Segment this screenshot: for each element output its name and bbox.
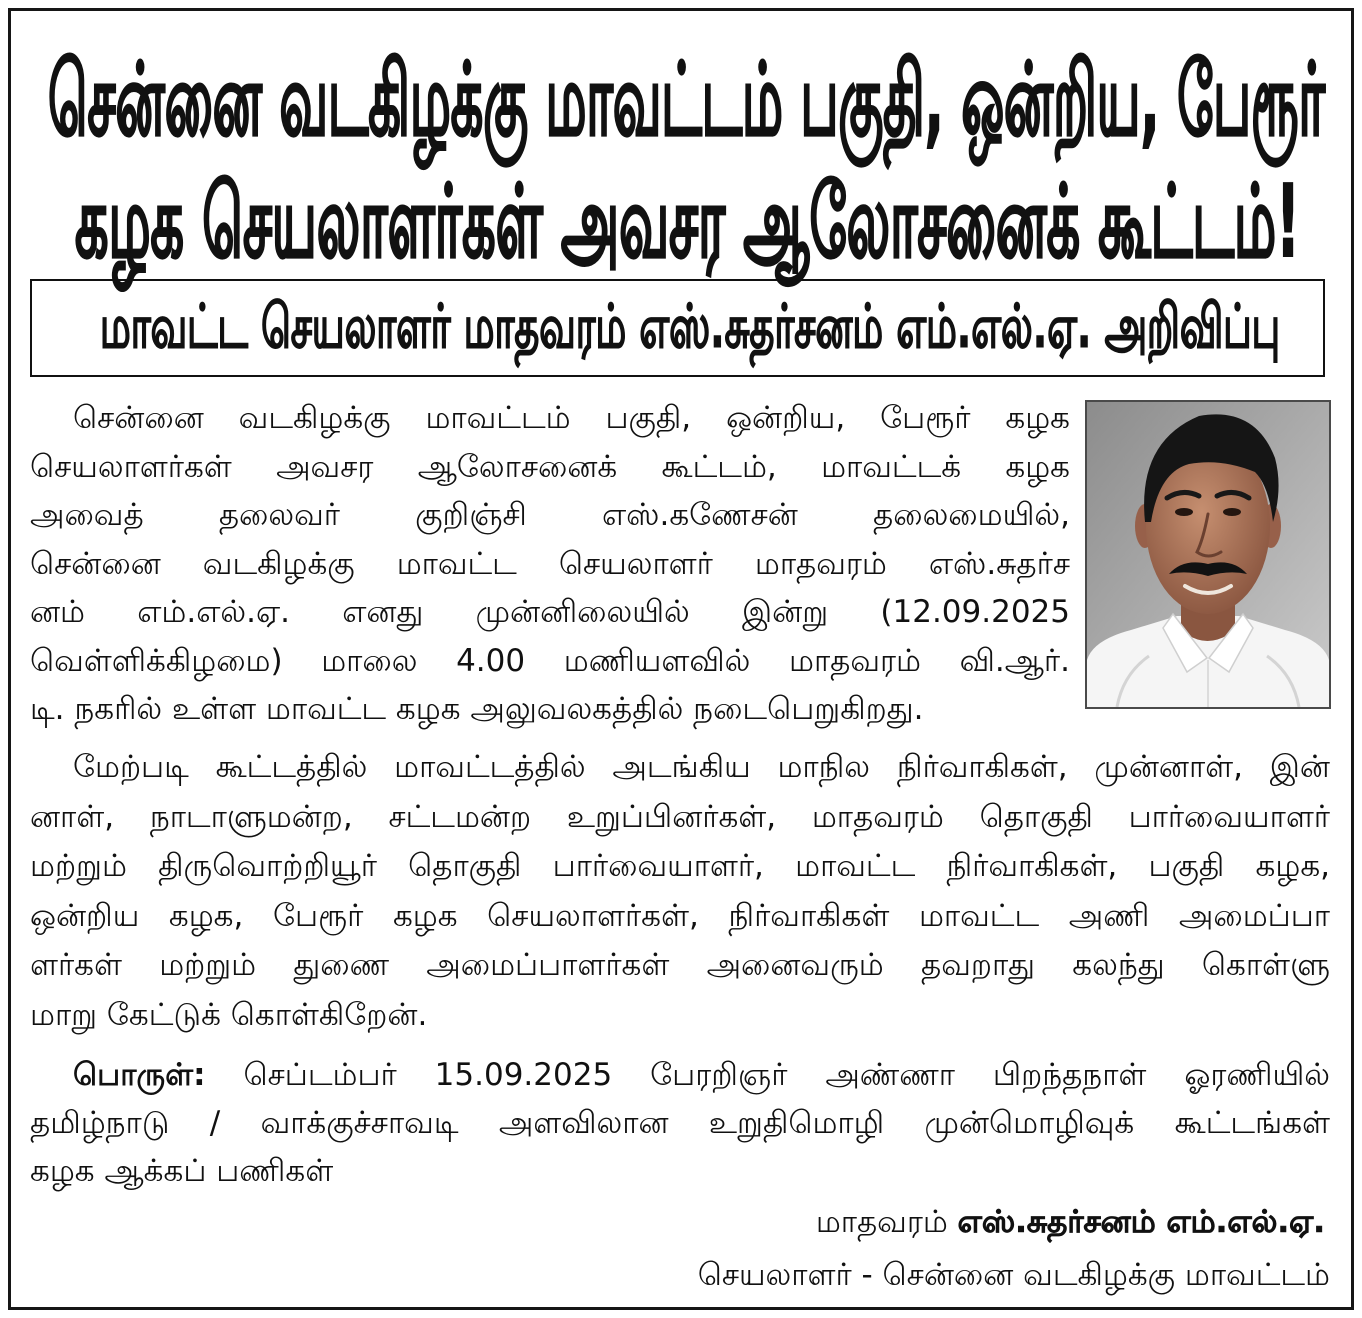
- paragraph-line: வெள்ளிக்கிழமை) மாலை 4.00 மணியளவில் மாதவரம் வி.ஆர்.: [30, 642, 1070, 679]
- signature-place: மாதவரம்: [815, 1204, 948, 1240]
- subheading-box: [30, 279, 1325, 377]
- headline-line-1-text: சென்னை வடகிழக்கு மாவட்டம் பகுதி, ஒன்றிய, பேரூர்: [48, 41, 1325, 158]
- paragraph-line: கழக ஆக்கப் பணிகள்: [30, 1153, 334, 1189]
- paragraph-line: ளர்கள் மற்றும் துணை அமைப்பாளர்கள் அனைவரும் தவறாது கலந்து கொள்ளு: [30, 947, 1330, 983]
- paragraph-line: மற்றும் திருவொற்றியூர் தொகுதி பார்வையாளர், மாவட்ட நிர்வாகிகள், பகுதி கழக,: [30, 848, 1330, 884]
- subject-text: செப்டம்பர் 15.09.2025 பேரறிஞர் அண்ணா பிறந்தநாள் ஓரணியில்: [243, 1057, 1330, 1093]
- headline-line-1: [48, 41, 1325, 158]
- signature-designation: செயலாளர் - சென்னை வடகிழக்கு மாவட்டம்: [697, 1257, 1330, 1293]
- portrait-image: [1087, 402, 1329, 707]
- paragraph-line: டி. நகரில் உள்ள மாவட்ட கழக அலுவலகத்தில் நடைபெறுகிறது.: [30, 691, 924, 727]
- headline-line-2-text: கழக செயலாளர்கள் அவசர ஆலோசனைக் கூட்டம்!: [75, 163, 1300, 280]
- subject-line: [30, 1051, 1330, 1099]
- paragraph-line: மேற்படி கூட்டத்தில் மாவட்டத்தில் அடங்கிய மாநில நிர்வாகிகள், முன்னாள், இன்: [73, 749, 1330, 785]
- portrait-photo: [1085, 400, 1331, 709]
- paragraph-subject: [30, 1051, 1330, 1195]
- paragraph-line: சென்னை வடகிழக்கு மாவட்டம் பகுதி, ஒன்றிய, பேரூர் கழக: [73, 400, 1070, 436]
- subject-label: பொருள்:: [73, 1057, 206, 1093]
- paragraph-line: சென்னை வடகிழக்கு மாவட்ட செயலாளர் மாதவரம் எஸ்.சுதர்ச: [30, 545, 1070, 582]
- paragraph-line: னம் எம்.எல்.ஏ. எனது முன்னிலையில் இன்று (12.09.2025: [30, 594, 1070, 630]
- paragraph-line: தமிழ்நாடு / வாக்குச்சாவடி அளவிலான உறுதிமொழி முன்மொழிவுக் கூட்டங்கள்: [30, 1105, 1330, 1141]
- signature-name: எஸ்.சுதர்சனம் எம்.எல்.ஏ.: [957, 1204, 1325, 1240]
- paragraph-line: செயலாளர்கள் அவசர ஆலோசனைக் கூட்டம், மாவட்டக் கழக: [30, 448, 1070, 485]
- subheading: [100, 281, 1280, 374]
- paragraph-invitees: [30, 743, 1330, 1040]
- paragraph-line: மாறு கேட்டுக் கொள்கிறேன்.: [30, 996, 428, 1033]
- signature-name-line: [600, 1198, 1325, 1246]
- headline-line-2: [75, 163, 1300, 280]
- subheading-text: மாவட்ட செயலாளர் மாதவரம் எஸ்.சுதர்சனம் எம்.எல்.ஏ. அறிவிப்பு: [100, 292, 1280, 362]
- paragraph-line: ஒன்றிய கழக, பேரூர் கழக செயலாளர்கள், நிர்வாகிகள் மாவட்ட அணி அமைப்பா: [30, 897, 1330, 934]
- paragraph-line: னாள், நாடாளுமன்ற, சட்டமன்ற உறுப்பினர்கள், மாதவரம் தொகுதி பார்வையாளர்: [30, 798, 1330, 835]
- paragraph-meeting-details: [30, 394, 1070, 734]
- paragraph-line: அவைத் தலைவர் குறிஞ்சி எஸ்.கணேசன் தலைமையில்,: [30, 497, 1070, 533]
